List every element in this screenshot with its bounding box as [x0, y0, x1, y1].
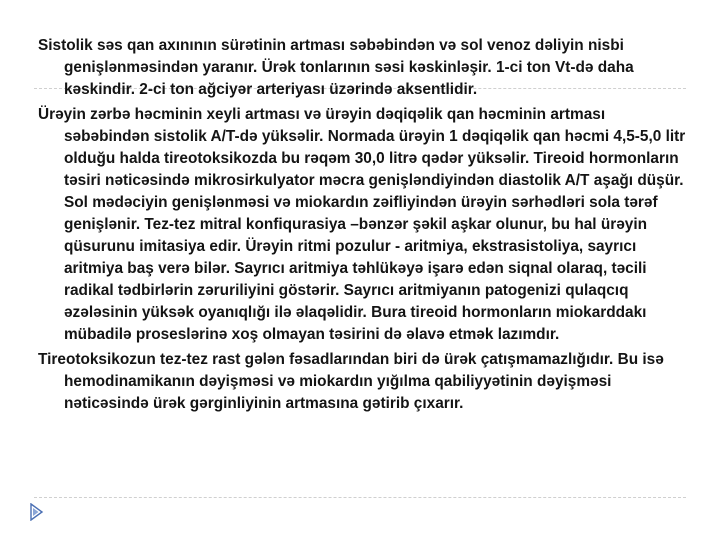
paragraph-heart-failure: Tireotoksikozun tez-tez rast gələn fəsadlarından biri də ürək çatışmamazlığıdır. Bu isə hemodinamikanın dəyişməsi və miokardın yığılma qabiliyyətinin dəyişməsi nəticəsində ürək gərginliyinin artmasına gətirib çıxarır. [38, 351, 664, 412]
paragraph-stroke-volume: Ürəyin zərbə həcminin xeyli artması və ürəyin dəqiqəlik qan həcminin artması səbəbindən sistolik A/T-də yüksəlir. Normada ürəyin 1 dəqiqəlik qan həcmi 4,5-5,0 litr olduğu halda tireotoksikozda bu rəqəm 30,0 litrə qədər yüksəlir. Tireoid hormonların təsiri nəticəsində mikrosirkulyator məcra genişləndiyindən diastolik A/T aşağı düşür. Sol mədəciyin genişlənməsi və miokardın zəifliyindən ürəyin sərhədləri sola tərəf genişlənir. Tez-tez mitral konfiqurasiya –bənzər şəkil aşkar olunur, bu hal ürəyin qüsurunu imitasiya edir. Ürəyin ritmi pozulur - aritmiya, ekstrasistoliya, sayrıcı aritmiya baş verə bilər. Sayrıcı aritmiya təhlükəyə işarə edən siqnal olaraq, təcili radikal tədbirlərin zəruriliyini göstərir. Sayrıcı aritmiyanın patogenizi qulaqcıq əzələsinin yüksək oyanıqlığı ilə əlaqəlidir. Bura tireoid hormonların miokarddakı mübadilə proseslərinə xoş olmayan təsirini də əlavə etmək lazımdır. [38, 106, 686, 343]
slide-navigation-icon[interactable] [30, 503, 44, 521]
slide-body [38, 35, 688, 418]
dashed-guide-line [34, 497, 686, 498]
paragraph-systolic-murmur: Sistolik səs qan axınının sürətinin artması səbəbindən və sol venoz dəliyin nisbi genişlənməsindən yaranır. Ürək tonlarının səsi kəskinləşir. 1-ci ton Vt-də daha kəskindir. 2-ci ton ağciyər arteriyası üzərində aksentlidir. [38, 37, 634, 98]
